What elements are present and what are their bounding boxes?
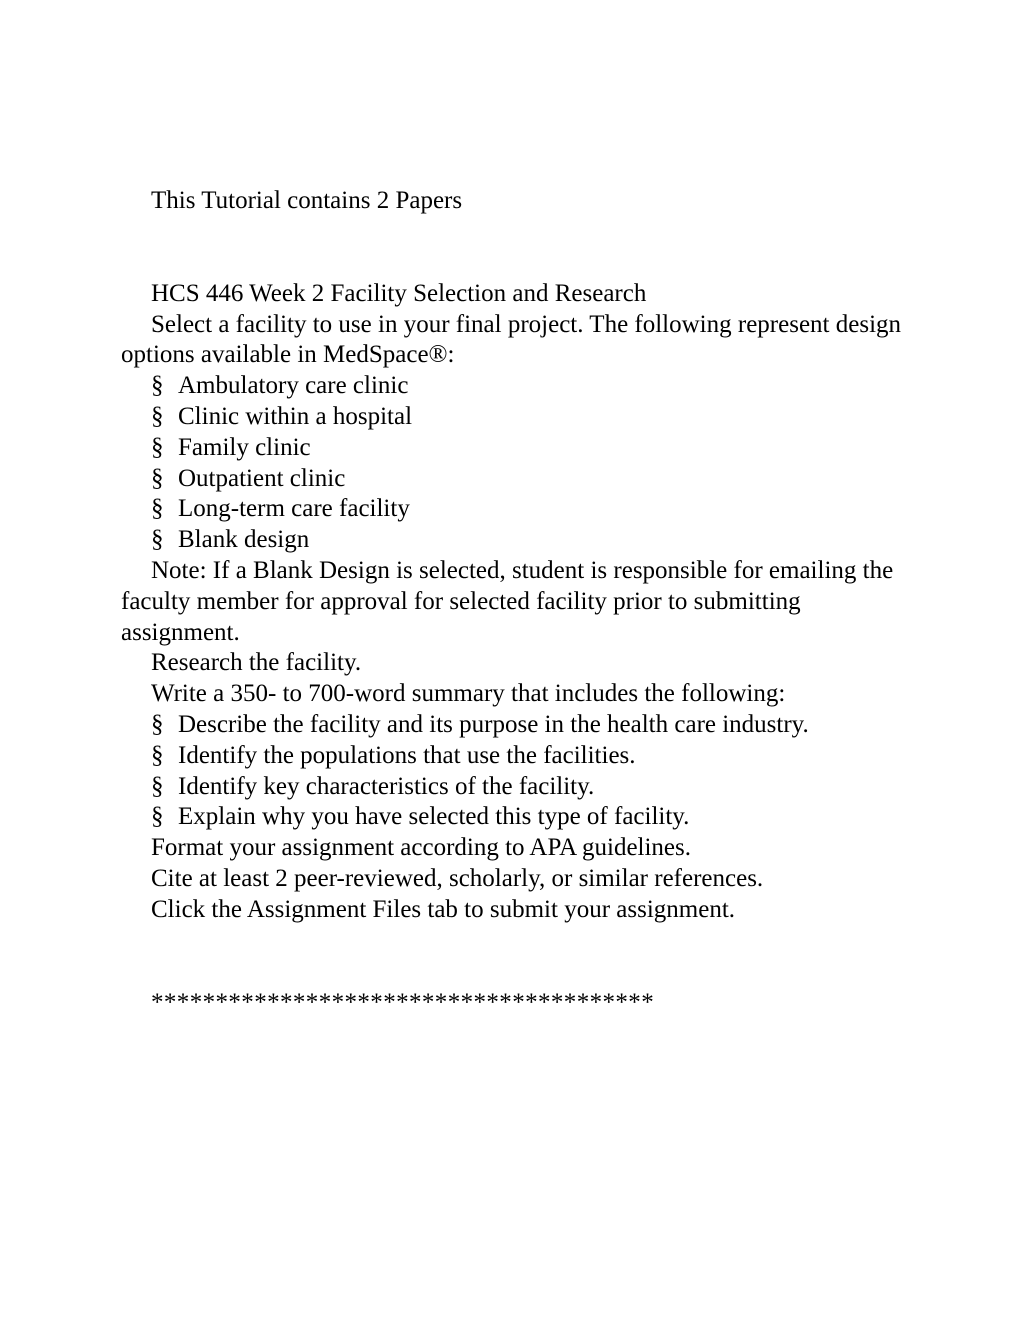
assignment-heading: HCS 446 Week 2 Facility Selection and Research xyxy=(151,279,647,307)
section-sign-icon: § xyxy=(151,741,164,769)
section-sign-icon: § xyxy=(151,402,164,430)
list-item: § Identify key characteristics of the facility. xyxy=(121,772,901,803)
submit-line: Click the Assignment Files tab to submit your assignment. xyxy=(151,895,736,923)
list-item: § Long-term care facility xyxy=(121,494,901,525)
list-item: § Describe the facility and its purpose in the health care industry. xyxy=(121,710,901,741)
list-item: § Blank design xyxy=(121,525,901,556)
section-sign-icon: § xyxy=(151,526,164,554)
section-sign-icon: § xyxy=(151,710,164,738)
list-item: § Identify the populations that use the facilities. xyxy=(121,741,901,772)
cite-line: Cite at least 2 peer-reviewed, scholarly, or similar references. xyxy=(151,864,764,892)
list-item: § Explain why you have selected this type of facility. xyxy=(121,802,901,833)
section-sign-icon: § xyxy=(151,372,164,400)
design-options-list xyxy=(121,371,901,556)
list-item: § Family clinic xyxy=(121,433,901,464)
section-sign-icon: § xyxy=(151,464,164,492)
list-item: § Clinic within a hospital xyxy=(121,402,901,433)
section-sign-icon: § xyxy=(151,803,164,831)
separator-line: *************************************** xyxy=(151,988,655,1016)
select-paragraph: Select a facility to use in your final project. The following represent design options available in MedSpace®: xyxy=(121,310,902,369)
list-item: § Outpatient clinic xyxy=(121,464,901,495)
section-sign-icon: § xyxy=(151,433,164,461)
note-paragraph: Note: If a Blank Design is selected, student is responsible for emailing the faculty member for approval for selected facility prior to submitting assignment. xyxy=(121,556,894,646)
section-sign-icon: § xyxy=(151,495,164,523)
document-body xyxy=(121,186,901,1018)
summary-line: Write a 350- to 700-word summary that includes the following: xyxy=(151,680,786,708)
format-line: Format your assignment according to APA guidelines. xyxy=(151,834,692,862)
list-item: § Ambulatory care clinic xyxy=(121,371,901,402)
section-sign-icon: § xyxy=(151,772,164,800)
intro-line: This Tutorial contains 2 Papers xyxy=(151,187,463,214)
summary-requirements-list xyxy=(121,710,901,833)
research-line: Research the facility. xyxy=(151,649,362,677)
